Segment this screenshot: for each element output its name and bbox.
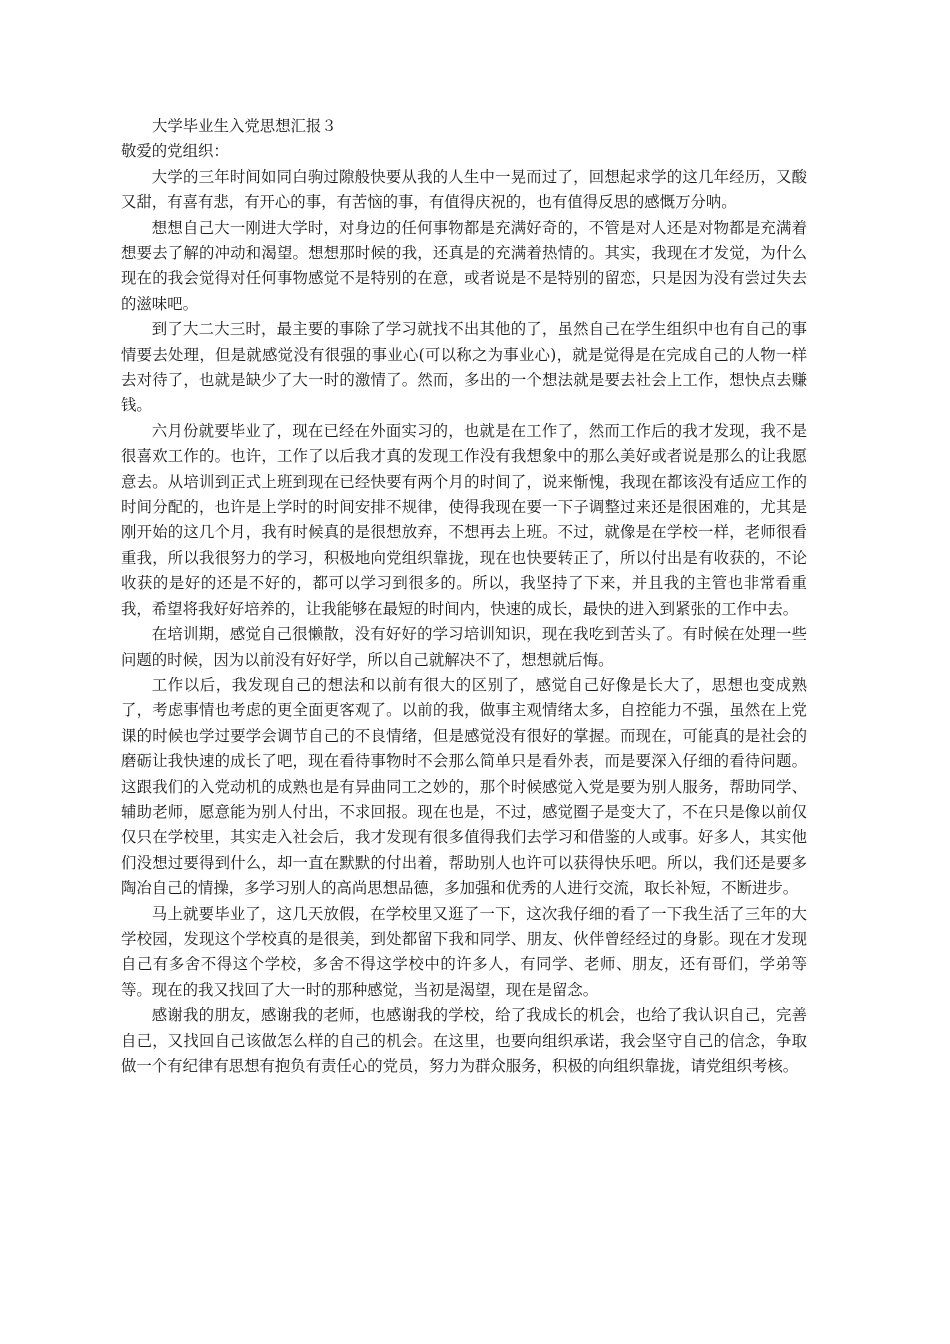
paragraph-4: 六月份就要毕业了，现在已经在外面实习的，也就是在工作了，然而工作后的我才发现，我不是很喜欢工作的。也许，工作了以后我才真的发现工作没有我想象中的那么美好或者说是那么的让我愿意去。从培训到正式上班到现在已经快要有两个月的时间了，说来惭愧，我现在都该没有适应工作的时间分配的，也许是上学时的时间安排不规律，使得我现在要一下子调整过来还是很困难的，尤其是刚开始的这几个月，我有时候真的是很想放弃，不想再去上班。不过，就像是在学校一样，老师很看重我，所以我很努力的学习，积极地向党组织靠拢，现在也快要转正了，所以付出是有收获的，不论收获的是好的还是不好的，都可以学习到很多的。所以，我坚持了下来，并且我的主管也非常看重我，希望将我好好培养的，让我能够在最短的时间内，快速的成长，最快的进入到紧张的工作中去。 xyxy=(121,421,807,618)
paragraph-5: 在培训期，感觉自己很懒散，没有好好的学习培训知识，现在我吃到苦头了。有时候在处理一些问题的时候，因为以前没有好好学，所以自己就解决不了，想想就后悔。 xyxy=(121,625,807,669)
salutation: 敬爱的党组织： xyxy=(121,142,229,161)
paragraph-3: 到了大二大三时，最主要的事除了学习就找不出其他的了，虽然自己在学生组织中也有自己的事情要去处理，但是就感觉没有很强的事业心(可以称之为事业心)，就是觉得是在完成自己的人物一样去对待了，也就是缺少了大一时的激情了。然而，多出的一个想法就是要去社会上工作，想快点去赚钱。 xyxy=(121,320,807,415)
paragraph-1: 大学的三年时间如同白驹过隙般快要从我的人生中一晃而过了，回想起求学的这几年经历，又酸又甜，有喜有悲，有开心的事，有苦恼的事，有值得庆祝的，也有值得反思的感慨万分呐。 xyxy=(121,167,807,212)
paragraph-7: 马上就要毕业了，这几天放假，在学校里又逛了一下，这次我仔细的看了一下我生活了三年的大学校园，发现这个学校真的是很美，到处都留下我和同学、朋友、伙伴曾经经过的身影。现在才发现自己有多舍不得这个学校，多舍不得这学校中的许多人，有同学、老师、朋友，还有哥们，学弟等等。现在的我又找回了大一时的那种感觉，当初是渴望，现在是留念。 xyxy=(121,904,807,999)
paragraph-8: 感谢我的朋友，感谢我的老师，也感谢我的学校，给了我成长的机会，也给了我认识自己，完善自己，又找回自己该做怎么样的自己的机会。在这里，也要向组织承诺，我会坚守自己的信念，争取做一个有纪律有思想有抱负有责任心的党员，努力为群众服务，积极的向组织靠拢，请党组织考核。 xyxy=(121,1006,807,1075)
document-title: 大学毕业生入党思想汇报３ xyxy=(152,117,337,135)
paragraph-6: 工作以后，我发现自己的想法和以前有很大的区别了，感觉自己好像是长大了，思想也变成熟了，考虑事情也考虑的更全面更客观了。以前的我，做事主观情绪太多，自控能力不强，虽然在上党课的时候也学过要学会调节自己的不良情绪，但是感觉没有很好的掌握。而现在，可能真的是社会的磨砺让我快速的成长了吧，现在看待事物时不会那么简单只是看外表，而是要深入仔细的看待问题。这跟我们的入党动机的成熟也是有异曲同工之妙的，那个时候感觉入党是要为别人服务，帮助同学、辅助老师，愿意能为别人付出，不求回报。现在也是，不过，感觉圈子是变大了，不在只是像以前仅仅只在学校里，其实走入社会后，我才发现有很多值得我们去学习和借鉴的人或事。好多人，其实他们没想过要得到什么，却一直在默默的付出着，帮助别人也许可以获得快乐吧。所以，我们还是要多陶冶自己的情操，多学习别人的高尚思想品德，多加强和优秀的人进行交流，取长补短，不断进步。 xyxy=(121,675,807,898)
paragraph-2: 想想自己大一刚进大学时，对身边的任何事物都是充满好奇的，不管是对人还是对物都是充满着想要去了解的冲动和渴望。想想那时候的我，还真是的充满着热情的。其实，我现在才发觉，为什么现在的我会觉得对任何事物感觉不是特别的在意，或者说是不是特别的留恋，只是因为没有尝过失去的滋味吧。 xyxy=(121,218,807,313)
document-page xyxy=(121,114,807,1079)
